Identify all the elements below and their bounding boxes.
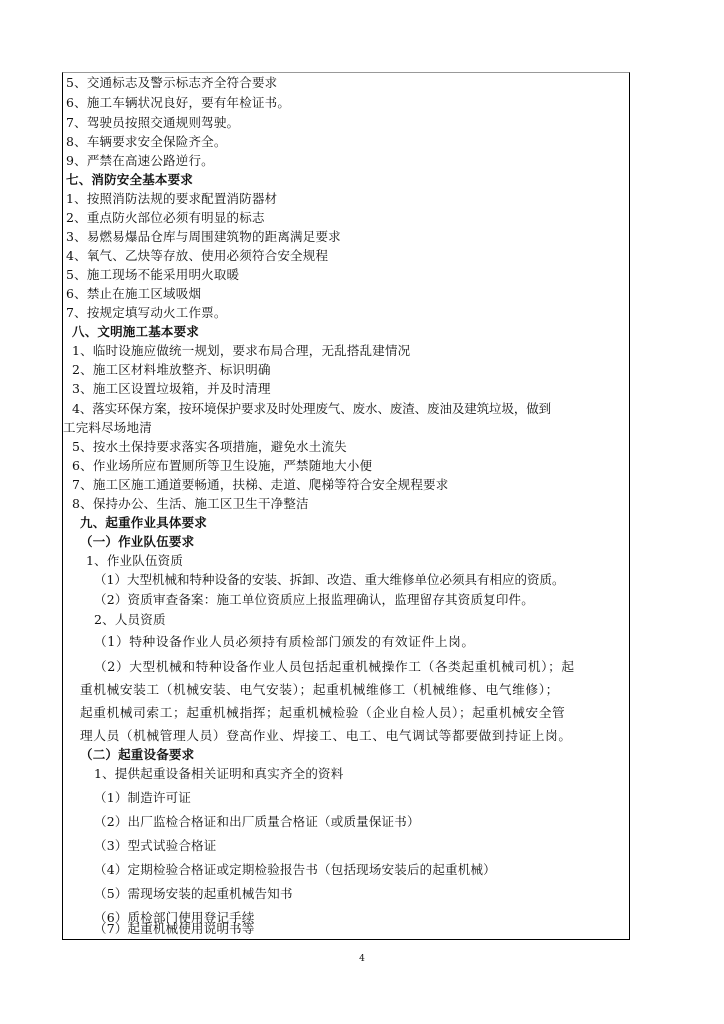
text-line: 6、作业场所应布置厕所等卫生设施，严禁随地大小便 <box>72 458 373 473</box>
text-line: （1）大型机械和特种设备的安装、拆卸、改造、重大维修单位必须具有相应的资质。 <box>94 572 565 587</box>
text-line: 7、施工区施工通道要畅通，扶梯、走道、爬梯等符合安全规程要求 <box>72 477 449 492</box>
text-line: 2、人员资质 <box>94 612 166 627</box>
text-line: 4、落实环保方案，按环境保护要求及时处理废气、废水、废渣、废油及建筑垃圾，做到 <box>72 401 552 416</box>
text-line: 1、临时设施应做统一规划，要求布局合理，无乱搭乱建情况 <box>72 343 411 358</box>
text-line: （1）制造许可证 <box>94 790 192 805</box>
text-line: 2、施工区材料堆放整齐、标识明确 <box>72 362 271 377</box>
text-line: 3、施工区设置垃圾箱，并及时清理 <box>72 381 271 396</box>
subsection-heading: （一）作业队伍要求 <box>80 534 195 549</box>
section-heading: 九、起重作业具体要求 <box>80 515 208 530</box>
text-line: 1、作业队伍资质 <box>86 553 184 568</box>
text-line: （2）大型机械和特种设备作业人员包括起重机械操作工（各类起重机械司机）；起 <box>94 659 575 674</box>
page-number: 4 <box>359 954 365 964</box>
text-line: 工完料尽场地清 <box>63 420 152 435</box>
section-heading: 八、文明施工基本要求 <box>72 324 200 339</box>
text-line: （2）出厂监检合格证和出厂质量合格证（或质量保证书） <box>94 814 420 829</box>
text-line: 重机械安装工（机械安装、电气安装）；起重机械维修工（机械维修、电气维修）； <box>80 682 559 697</box>
text-line: 1、按照消防法规的要求配置消防器材 <box>66 191 278 206</box>
text-line: （7）起重机械使用说明书等 <box>94 921 255 936</box>
text-line: 7、驾驶员按照交通规则驾驶。 <box>66 115 240 130</box>
text-line: 8、车辆要求安全保险齐全。 <box>66 134 227 149</box>
text-line: 理人员（机械管理人员）登高作业、焊接工、电工、电气调试等都要做到持证上岗。 <box>80 728 572 743</box>
text-line: 起重机械司索工；起重机械指挥；起重机械检验（企业自检人员）；起重机械安全管 <box>80 705 566 720</box>
subsection-heading: （二）起重设备要求 <box>80 747 195 762</box>
text-line: 6、施工车辆状况良好，要有年检证书。 <box>66 95 291 110</box>
text-line: 9、严禁在高速公路逆行。 <box>66 153 214 168</box>
text-line: 6、禁止在施工区域吸烟 <box>66 286 202 301</box>
text-line: 5、按水土保持要求落实各项措施，避免水土流失 <box>72 439 347 454</box>
section-heading: 七、消防安全基本要求 <box>66 172 194 187</box>
text-line: （6）质检部门使用登记手续 <box>94 910 255 925</box>
text-line: 8、保持办公、生活、施工区卫生干净整洁 <box>72 496 309 511</box>
text-line: 7、按规定填写动火工作票。 <box>66 305 227 320</box>
text-line: （3）型式试验合格证 <box>94 838 217 853</box>
text-line: 2、重点防火部位必须有明显的标志 <box>66 210 265 225</box>
text-line: （4）定期检验合格证或定期检验报告书（包括现场安装后的起重机械） <box>94 862 496 877</box>
text-line: （2）资质审查备案：施工单位资质应上报监理确认，监理留存其资质复印件。 <box>94 592 534 607</box>
text-line: 1、提供起重设备相关证明和真实齐全的资料 <box>94 766 344 781</box>
text-line: （5）需现场安装的起重机械告知书 <box>94 886 293 901</box>
text-line: 4、氧气、乙炔等存放、使用必须符合安全规程 <box>66 248 329 263</box>
text-line: 5、施工现场不能采用明火取暖 <box>66 267 240 282</box>
text-line: 5、交通标志及警示标志齐全符合要求 <box>66 75 278 90</box>
text-line: 3、易燃易爆品仓库与周围建筑物的距离满足要求 <box>66 229 341 244</box>
text-line: （1）特种设备作业人员必须持有质检部门颁发的有效证件上岗。 <box>94 634 475 649</box>
